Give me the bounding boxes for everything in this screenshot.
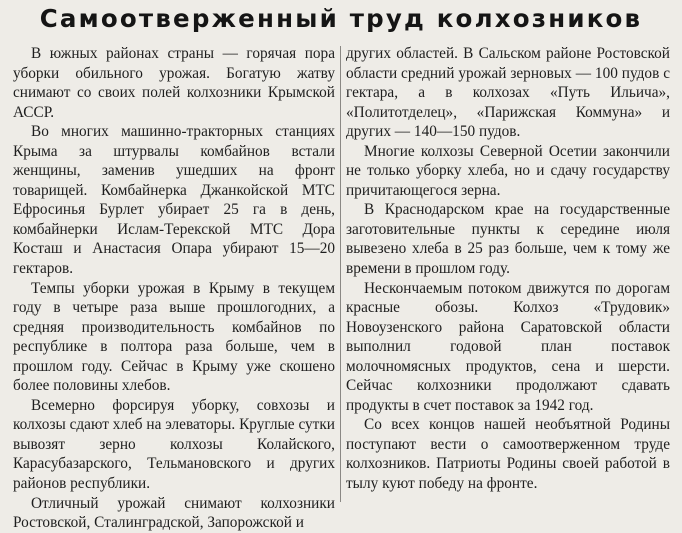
- paragraph-5: Отличный урожай снимают колхозники Ростовской, Сталинградской, Запорожской и: [13, 494, 335, 532]
- paragraph-9: Со всех концов нашей необъятной Родины поступают вести о самоотверженном труде колхозников. Патриоты Родины своей работой в тылу куют победу на фронте.: [346, 416, 670, 493]
- paragraph-2: Во многих машинно-тракторных станциях Крыма за штурвалы комбайнов встали женщины, заменив ушедших на фронт товарищей. Комбайнерка Джанкойской МТС Ефросинья Бурлет убирает 25 га в день, комбайнерки Ислам-Терекской МТС Дора Косташ и Анастасия Опара убирают 15—20 гектаров.: [13, 123, 335, 278]
- article-headline: Самоотверженный труд колхозников: [39, 4, 643, 33]
- paragraph-4: Всемерно форсируя уборку, совхозы и колхозы сдают хлеб на элеваторы. Круглые сутки вывозят зерно колхозы Колайского, Карасубазарского, Тельмановского и других районов республики.: [13, 396, 335, 493]
- paragraph-8: Нескончаемым потоком движутся по дорогам красные обозы. Колхоз «Трудовик» Новоузенского района Саратовской области выполнил годовой план поставок молочномясных продуктов, сена и шерсти. Сейчас колхозники продолжают сдавать продукты в счет поставок за 1942 год.: [346, 279, 670, 414]
- paragraph-6: Многие колхозы Северной Осетии закончили не только уборку хлеба, но и сдачу государству причитающегося зерна.: [346, 142, 670, 199]
- paragraph-5-continuation: других областей. В Сальском районе Ростовской области средний урожай зерновых — 100 пудов с гектара, а в колхозах «Путь Ильича», «Политотделец», «Парижская Коммуна» и других — 140—150 пудов.: [346, 45, 670, 141]
- paragraph-1: В южных районах страны — горячая пора уборки обильного урожая. Богатую жатву снимают со своих полей колхозники Крымской АССР.: [13, 45, 335, 121]
- paragraph-7: В Краснодарском крае на государственные заготовительные пункты к середине июля вывезено хлеба в 25 раз больше, чем к тому же времени в прошлом году.: [346, 201, 670, 278]
- left-column: [13, 44, 335, 533]
- paragraph-3: Темпы уборки урожая в Крыму в текущем году в четыре раза выше прошлогодних, а средняя производительность комбайнов по республике в полтора раза больше, чем в прошлом году. Сейчас в Крыму уже скошено более половины хлебов.: [13, 279, 335, 395]
- right-column: [346, 44, 670, 494]
- column-divider: [340, 46, 341, 502]
